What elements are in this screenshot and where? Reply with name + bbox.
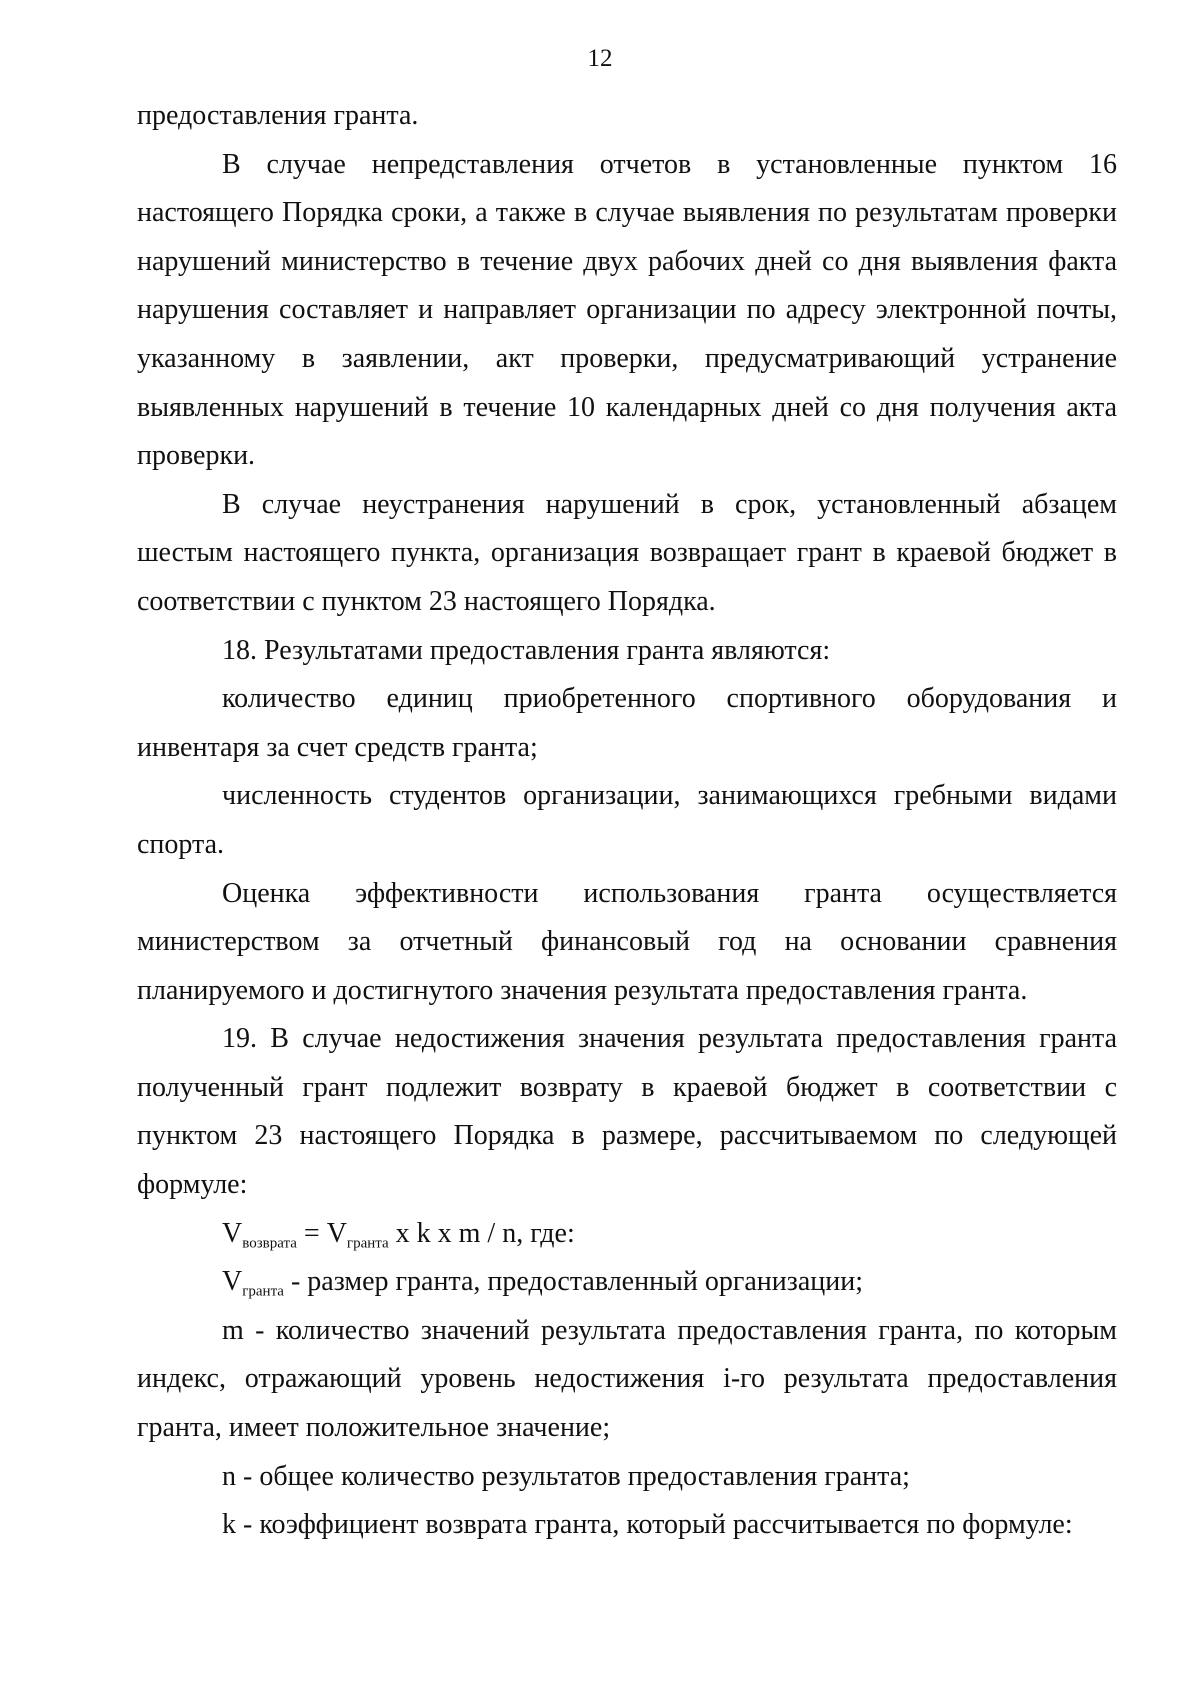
definition-k: k - коэффициент возврата гранта, который рассчитывается по формуле: [222, 1509, 1073, 1541]
formula-v-grant: V [326, 1217, 347, 1249]
paragraph-student-count: численность студентов организации, занимающихся гребными видами спорта. [137, 780, 1117, 860]
definition-v-grant [137, 1258, 1117, 1307]
definition-n: n - общее количество результатов предоставления гранта; [222, 1460, 910, 1492]
paragraph-efficiency-evaluation: Оценка эффективности использования гранта осуществляется министерством за отчетный финансовый год на основании сравнения планируемого и достигнутого значения результата предоставления гранта. [137, 877, 1117, 1006]
paragraph-continuation: предоставления гранта. [137, 100, 419, 131]
paragraph-item-19: 19. В случае недостижения значения результата предоставления гранта полученный грант подлежит возврату в краевой бюджет в соответствии с пунктом 23 настоящего Порядка в размере, рассчитываемом по следующей формуле: [137, 1023, 1117, 1201]
definition-v-text: - размер гранта, предоставленный организации; [283, 1266, 863, 1298]
paragraph-reports-violation: В случае непредставления отчетов в установленные пунктом 16 настоящего Порядка сроки, а также в случае выявления по результатам проверки нарушений министерство в течение двух рабочих дней со дня выявления факта нарушения составляет и направляет организации по адресу электронной почты, указанному в заявлении, акт проверки, предусматривающий устранение выявленных нарушений в течение 10 календарных дней со дня получения акта проверки. [137, 148, 1117, 472]
paragraph-item-18: 18. Результатами предоставления гранта являются: [222, 634, 831, 666]
paragraph-equipment-count: количество единиц приобретенного спортивного оборудования и инвентаря за счет средств гранта; [137, 683, 1117, 763]
definition-v: V [222, 1266, 243, 1298]
definition-m: m - количество значений результата предоставления гранта, по которым индекс, отражающий уровень недостижения i-го результата предоставления гранта, имеет положительное значение; [137, 1314, 1117, 1444]
definition-v-sub: гранта [242, 1283, 284, 1300]
formula-sub-grant: гранта [346, 1234, 389, 1251]
formula-equals: = [296, 1217, 327, 1249]
document-body [137, 92, 1117, 1550]
formula-sub-return: возврата [242, 1234, 297, 1251]
paragraph-nonremediation: В случае неустранения нарушений в срок, установленный абзацем шестым настоящего пункта, организация возвращает грант в краевой бюджет в соответствии с пунктом 23 настоящего Порядка. [137, 488, 1117, 617]
page-number: 12 [587, 45, 613, 72]
formula-v-return: V [222, 1217, 243, 1249]
return-formula [137, 1210, 1117, 1259]
formula-rest: x k x m / n, где: [388, 1217, 575, 1249]
